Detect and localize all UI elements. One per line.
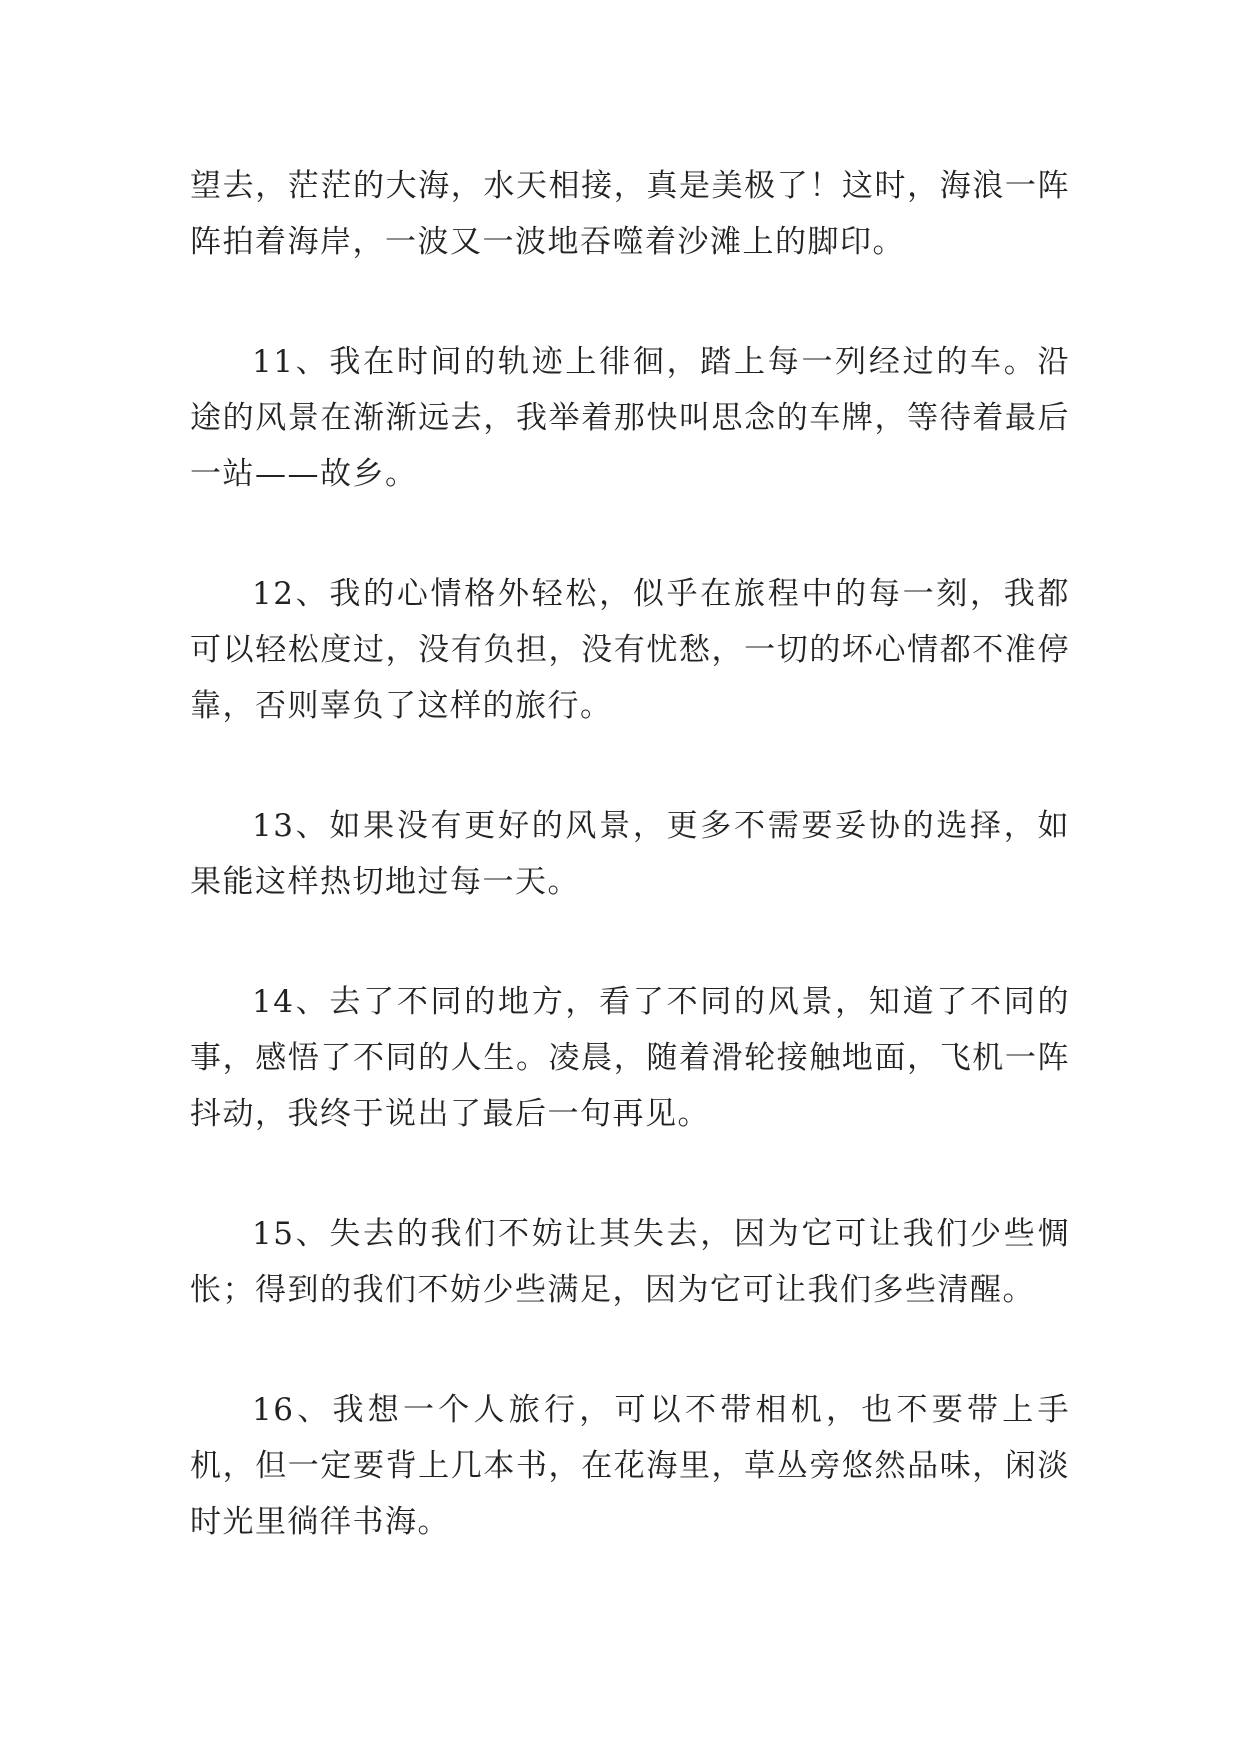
document-body <box>190 158 1070 1550</box>
paragraph-continued: 望去，茫茫的大海，水天相接，真是美极了！这时，海浪一阵阵拍着海岸，一波又一波地吞噬着沙滩上的脚印。 <box>190 168 1070 260</box>
paragraph-13: 13、如果没有更好的风景，更多不需要妥协的选择，如果能这样热切地过每一天。 <box>190 808 1070 900</box>
paragraph-11: 11、我在时间的轨迹上徘徊，踏上每一列经过的车。沿途的风景在渐渐远去，我举着那快叫思念的车牌，等待着最后一站——故乡。 <box>190 344 1070 492</box>
paragraph-14: 14、去了不同的地方，看了不同的风景，知道了不同的事，感悟了不同的人生。凌晨，随着滑轮接触地面，飞机一阵抖动，我终于说出了最后一句再见。 <box>190 984 1070 1132</box>
paragraph-12: 12、我的心情格外轻松，似乎在旅程中的每一刻，我都可以轻松度过，没有负担，没有忧愁，一切的坏心情都不准停靠，否则辜负了这样的旅行。 <box>190 576 1070 724</box>
paragraph-16: 16、我想一个人旅行，可以不带相机，也不要带上手机，但一定要背上几本书，在花海里，草丛旁悠然品味，闲淡时光里徜徉书海。 <box>190 1392 1070 1540</box>
paragraph-15: 15、失去的我们不妨让其失去，因为它可让我们少些惆怅；得到的我们不妨少些满足，因为它可让我们多些清醒。 <box>190 1216 1070 1308</box>
